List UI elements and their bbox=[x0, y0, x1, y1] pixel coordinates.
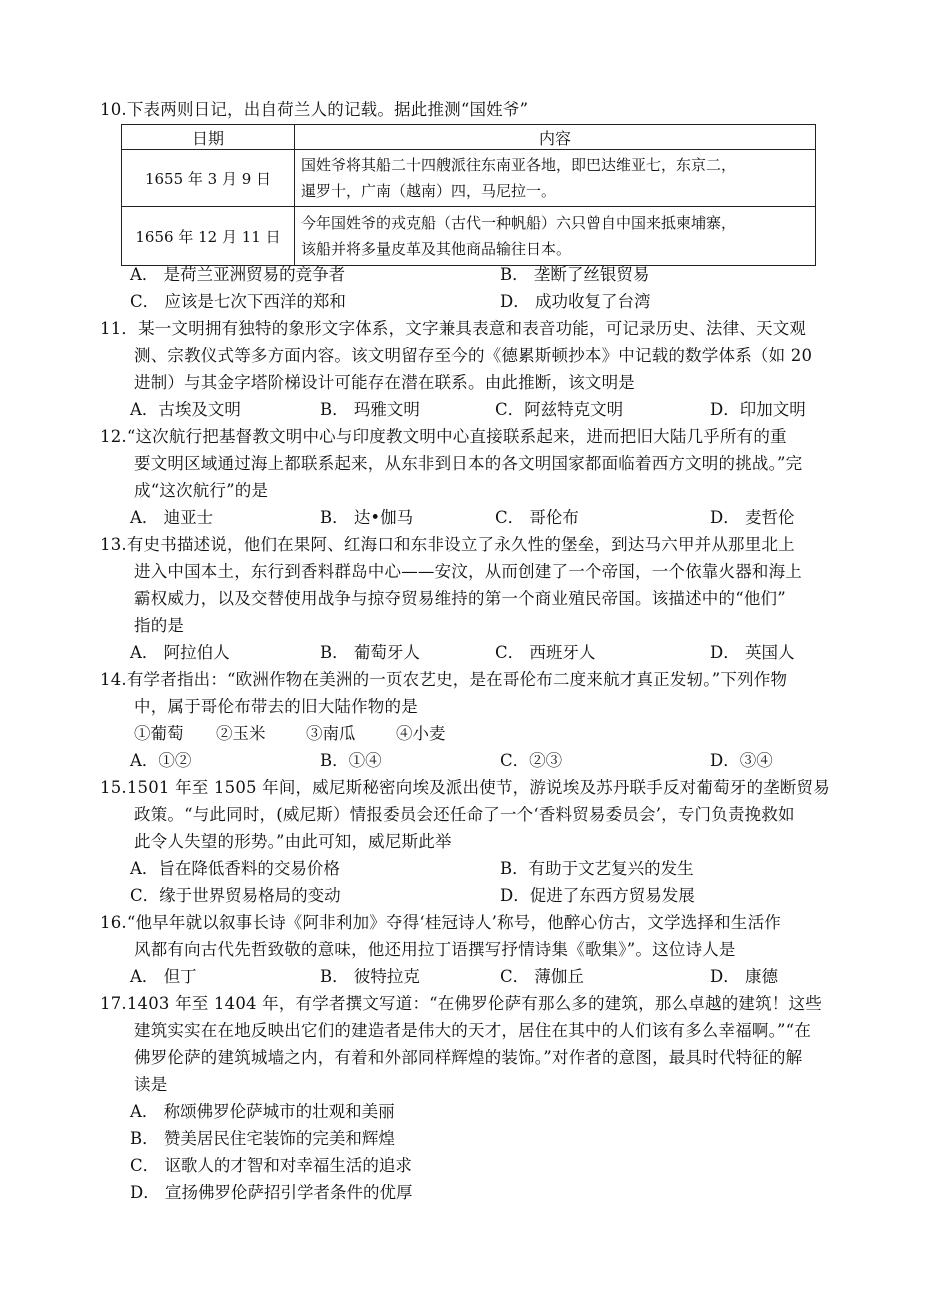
q10-option-c[interactable]: C． 应该是七次下西洋的郑和 bbox=[130, 292, 346, 311]
q14-item: ①葡萄 bbox=[134, 724, 184, 743]
content-line: 今年国姓爷的戎克船（古代一种帆船）六只曾自中国来抵柬埔寨， bbox=[301, 214, 737, 232]
q10-option-a[interactable]: A． 是荷兰亚洲贸易的竞争者 bbox=[130, 265, 346, 284]
q10-diary-table bbox=[121, 124, 816, 266]
q12-option-b[interactable]: B． 达•伽马 bbox=[320, 508, 414, 527]
q12-line: 要文明区域通过海上都联系起来，从东非到日本的各文明国家都面临着西方文明的挑战。”完 bbox=[134, 454, 803, 473]
q13-option-d[interactable]: D． 英国人 bbox=[710, 643, 795, 662]
q12-option-c[interactable]: C． 哥伦布 bbox=[495, 508, 579, 527]
q17-option-b[interactable]: B． 赞美居民住宅装饰的完美和辉煌 bbox=[130, 1129, 395, 1148]
q14-line: 中，属于哥伦布带去的旧大陆作物的是 bbox=[134, 697, 418, 716]
q10-stem: 10.下表两则日记，出自荷兰人的记载。据此推测“国姓爷” bbox=[100, 100, 529, 119]
q15-option-a[interactable]: A．旨在降低香料的交易价格 bbox=[130, 859, 340, 878]
q17-option-c[interactable]: C． 讴歌人的才智和对幸福生活的追求 bbox=[130, 1156, 412, 1175]
table-header-date: 日期 bbox=[122, 125, 295, 150]
q10-option-b[interactable]: B． 垄断了丝银贸易 bbox=[500, 265, 650, 284]
q15-option-d[interactable]: D．促进了东西方贸易发展 bbox=[500, 886, 695, 905]
q12-option-a[interactable]: A． 迪亚士 bbox=[130, 508, 214, 527]
table-cell-content bbox=[295, 207, 816, 266]
table-cell-date: 1655 年 3 月 9 日 bbox=[122, 150, 295, 207]
q11-option-c[interactable]: C．阿兹特克文明 bbox=[495, 400, 624, 419]
table-cell-date: 1656 年 12 月 11 日 bbox=[122, 207, 295, 266]
q14-line: 14.有学者指出：“欧洲作物在美洲的一页农艺史，是在哥伦布二度来航才真正发轫。”下列作物 bbox=[100, 670, 788, 689]
content-line: 该船并将多量皮革及其他商品输往日本。 bbox=[301, 240, 572, 258]
q12-option-d[interactable]: D． 麦哲伦 bbox=[710, 508, 795, 527]
q11-line: 进制）与其金字塔阶梯设计可能存在潜在联系。由此推断，该文明是 bbox=[134, 373, 635, 392]
q16-line: 16.“他早年就以叙事长诗《阿非利加》夺得‘桂冠诗人’称号，他醉心仿古，文学选择和生活作 bbox=[100, 913, 781, 932]
table-row bbox=[122, 150, 816, 207]
q17-option-d[interactable]: D． 宣扬佛罗伦萨招引学者条件的优厚 bbox=[130, 1183, 413, 1202]
q11-option-d[interactable]: D．印加文明 bbox=[710, 400, 806, 419]
q16-option-a[interactable]: A． 但丁 bbox=[130, 967, 197, 986]
q15-line: 此令人失望的形势。”由此可知，威尼斯此举 bbox=[134, 832, 452, 851]
q13-option-a[interactable]: A． 阿拉伯人 bbox=[130, 643, 230, 662]
q14-item: ③南瓜 bbox=[306, 724, 356, 743]
q14-option-c[interactable]: C．②③ bbox=[500, 751, 563, 770]
content-line: 国姓爷将其船二十四艘派往东南亚各地，即巴达维亚七，东京二， bbox=[301, 156, 737, 174]
q13-option-c[interactable]: C． 西班牙人 bbox=[495, 643, 596, 662]
table-row bbox=[122, 207, 816, 266]
q15-line: 政策。“与此同时，(威尼斯）情报委员会还任命了一个‘香料贸易委员会’，专门负责挽救如 bbox=[134, 805, 795, 824]
q16-option-b[interactable]: B． 彼特拉克 bbox=[320, 967, 420, 986]
q15-option-b[interactable]: B．有助于文艺复兴的发生 bbox=[500, 859, 694, 878]
q15-option-c[interactable]: C．缘于世界贸易格局的变动 bbox=[130, 886, 341, 905]
q13-line: 进入中国本土，东行到香料群岛中心——安汶，从而创建了一个帝国，一个依靠火器和海上 bbox=[134, 562, 802, 581]
q13-option-b[interactable]: B． 葡萄牙人 bbox=[320, 643, 420, 662]
q17-line: 读是 bbox=[134, 1075, 168, 1094]
q16-option-c[interactable]: C． 薄伽丘 bbox=[500, 967, 584, 986]
q13-line: 13.有史书描述说，他们在果阿、红海口和东非设立了永久性的堡垒，到达马六甲并从那里北上 bbox=[100, 535, 795, 554]
q13-line: 霸权威力，以及交替使用战争与掠夺贸易维持的第一个商业殖民帝国。该描述中的“他们” bbox=[134, 589, 786, 608]
q14-option-d[interactable]: D．③④ bbox=[710, 751, 773, 770]
q14-item: ④小麦 bbox=[396, 724, 446, 743]
q12-line: 成“这次航行”的是 bbox=[134, 481, 269, 500]
q11-option-a[interactable]: A．古埃及文明 bbox=[130, 400, 241, 419]
q10-option-d[interactable]: D． 成功收复了台湾 bbox=[500, 292, 651, 311]
q17-line: 建筑实实在在地反映出它们的建造者是伟大的天才，居住在其中的人们该有多么幸福啊。”“在 bbox=[134, 1021, 812, 1040]
q16-line: 风都有向古代先哲致敬的意味，他还用拉丁语撰写抒情诗集《歌集》”。这位诗人是 bbox=[134, 940, 736, 959]
content-line: 暹罗十，广南（越南）四，马尼拉一。 bbox=[301, 182, 557, 200]
q14-item: ②玉米 bbox=[216, 724, 266, 743]
q11-option-b[interactable]: B． 玛雅文明 bbox=[320, 400, 420, 419]
q14-option-b[interactable]: B．①④ bbox=[320, 751, 382, 770]
q17-line: 17.1403 年至 1404 年，有学者撰文写道：“在佛罗伦萨有那么多的建筑，那么卓越的建筑！这些 bbox=[100, 994, 822, 1013]
q13-line: 指的是 bbox=[134, 616, 185, 635]
q17-option-a[interactable]: A． 称颂佛罗伦萨城市的壮观和美丽 bbox=[130, 1102, 395, 1121]
q15-line: 15.1501 年至 1505 年间，威尼斯秘密向埃及派出使节，游说埃及苏丹联手反对葡萄牙的垄断贸易 bbox=[100, 778, 830, 797]
q11-line: 11．某一文明拥有独特的象形文字体系，文字兼具表意和表音功能，可记录历史、法律、天文观 bbox=[100, 319, 807, 338]
q11-line: 测、宗教仪式等多方面内容。该文明留存至今的《德累斯顿抄本》中记载的数学体系（如 20 bbox=[134, 346, 813, 365]
q12-line: 12.“这次航行把基督教文明中心与印度教文明中心直接联系起来，进而把旧大陆几乎所有的重 bbox=[100, 427, 787, 446]
q14-option-a[interactable]: A．①② bbox=[130, 751, 192, 770]
table-cell-content bbox=[295, 150, 816, 207]
q17-line: 佛罗伦萨的建筑城墙之内，有着和外部同样辉煌的装饰。”对作者的意图，最具时代特征的解 bbox=[134, 1048, 803, 1067]
table-header-content: 内容 bbox=[295, 125, 816, 150]
q16-option-d[interactable]: D． 康德 bbox=[710, 967, 778, 986]
